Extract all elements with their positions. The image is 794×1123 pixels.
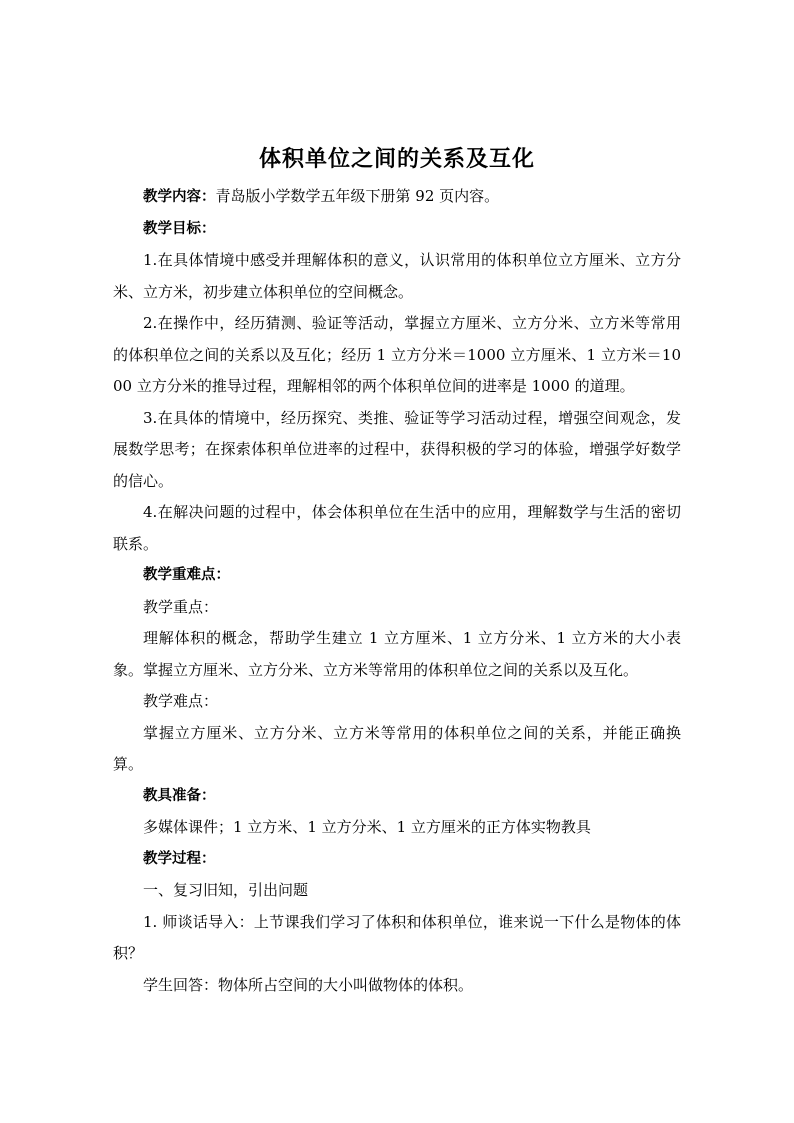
materials-heading: 教具准备： [143,787,216,804]
document-title: 体积单位之间的关系及互化 [258,147,535,172]
teaching-objectives-heading: 教学目标： [143,220,216,237]
process-heading: 教学过程： [143,850,216,867]
teaching-content-label: 教学内容： [143,189,216,205]
student-answer: 学生回答：物体所占空间的大小叫做物体的体积。 [143,975,474,994]
document-page [113,0,681,1123]
document-body [113,181,681,1001]
objective-2: 2.在操作中，经历猜测、验证等活动，掌握立方厘米、立方分米、立方米等常用的体积单位之间的关系以及互化；经历 1 立方分米＝1000 立方厘米、1 立方米＝1000 立方分米的推导过程，理解相邻的两个体积单位间的进率是 1000 的道理。 [113,314,681,395]
key-points-text: 理解体积的概念，帮助学生建立 1 立方厘米、1 立方分米、1 立方米的大小表象。掌握立方厘米、立方分米、立方米等常用的体积单位之间的关系以及互化。 [113,629,681,679]
objective-1: 1.在具体情境中感受并理解体积的意义，认识常用的体积单位立方厘米、立方分米、立方米，初步建立体积单位的空间概念。 [113,251,681,301]
objective-4: 4.在解决问题的过程中，体会体积单位在生活中的应用，理解数学与生活的密切联系。 [113,503,681,553]
materials-text: 多媒体课件；1 立方米、1 立方分米、1 立方厘米的正方体实物教具 [143,818,591,836]
key-points-label: 教学重点： [143,597,219,616]
difficult-points-text: 掌握立方厘米、立方分米、立方米等常用的体积单位之间的关系，并能正确换算。 [113,723,681,773]
teaching-content-text: 青岛版小学数学五年级下册第 92 页内容。 [215,187,500,205]
step-1-item-1: 1. 师谈话导入：上节课我们学习了体积和体积单位，谁来说一下什么是物体的体积？ [113,912,681,962]
teaching-content-paragraph [113,181,681,214]
difficult-points-label: 教学难点： [143,692,219,710]
key-difficult-heading: 教学重难点： [143,567,230,583]
objective-3: 3.在具体的情境中，经历探究、类推、验证等学习活动过程，增强空间观念，发展数学思考；在探索体积单位进率的过程中，获得积极的学习的体验，增强学好数学的信心。 [113,408,681,490]
step-1-heading: 一、复习旧知，引出问题 [143,881,309,899]
